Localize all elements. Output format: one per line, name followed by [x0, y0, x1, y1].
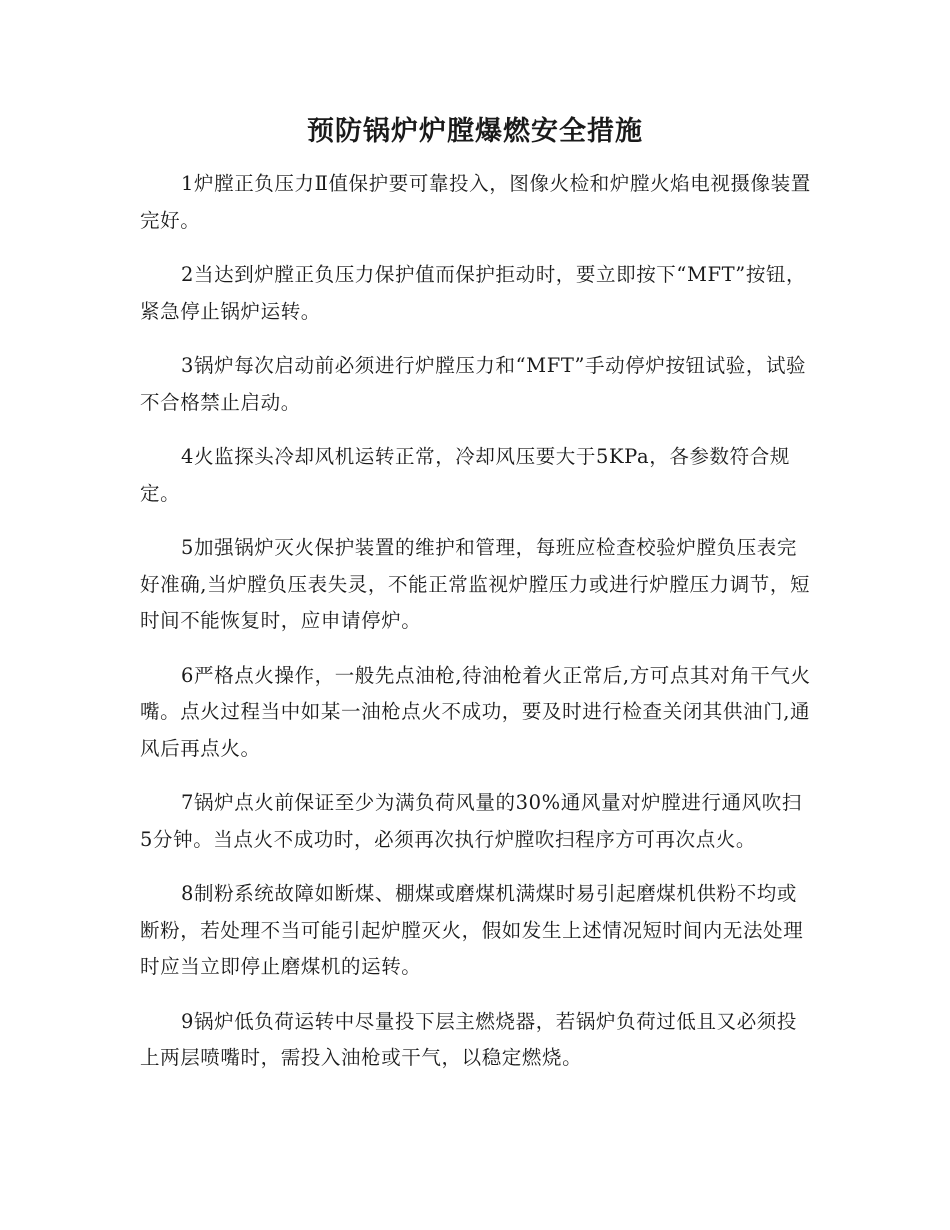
paragraph-4: 4火监探头冷却风机运转正常，冷却风压要大于5KPa，各参数符合规定。 — [140, 445, 790, 505]
paragraph-1: 1炉膛正负压力Ⅱ值保护要可靠投入，图像火检和炉膛火焰电视摄像装置完好。 — [140, 172, 811, 232]
paragraph-2: 2当达到炉膛正负压力保护值而保护拒动时，要立即按下“MFT”按钮，紧急停止锅炉运转。 — [140, 263, 807, 323]
paragraph-5: 5加强锅炉灭火保护装置的维护和管理，每班应检查校验炉膛负压表完好准确,当炉膛负压表失灵，不能正常监视炉膛压力或进行炉膛压力调节，短时间不能恢复时，应申请停炉。 — [140, 536, 811, 632]
paragraph-8: 8制粉系统故障如断煤、棚煤或磨煤机满煤时易引起磨煤机供粉不均或断粉，若处理不当可能引起炉膛灭火，假如发生上述情况短时间内无法处理时应当立即停止磨煤机的运转。 — [140, 882, 804, 978]
document-body — [140, 166, 812, 1095]
paragraph-3: 3锅炉每次启动前必须进行炉膛压力和“MFT”手动停炉按钮试验，试验不合格禁止启动。 — [140, 354, 807, 414]
document-title: 预防锅炉炉膛爆燃安全措施 — [307, 116, 643, 147]
paragraph-7: 7锅炉点火前保证至少为满负荷风量的30%通风量对炉膛进行通风吹扫5分钟。当点火不成功时，必须再次执行炉膛吹扫程序方可再次点火。 — [140, 791, 802, 851]
paragraph-6: 6严格点火操作，一般先点油枪,待油枪着火正常后,方可点其对角干气火嘴。点火过程当中如某一油枪点火不成功，要及时进行检查关闭其供油门,通风后再点火。 — [140, 663, 811, 760]
paragraph-9: 9锅炉低负荷运转中尽量投下层主燃烧器，若锅炉负荷过低且又必须投上两层喷嘴时，需投入油枪或干气，以稳定燃烧。 — [140, 1009, 798, 1069]
